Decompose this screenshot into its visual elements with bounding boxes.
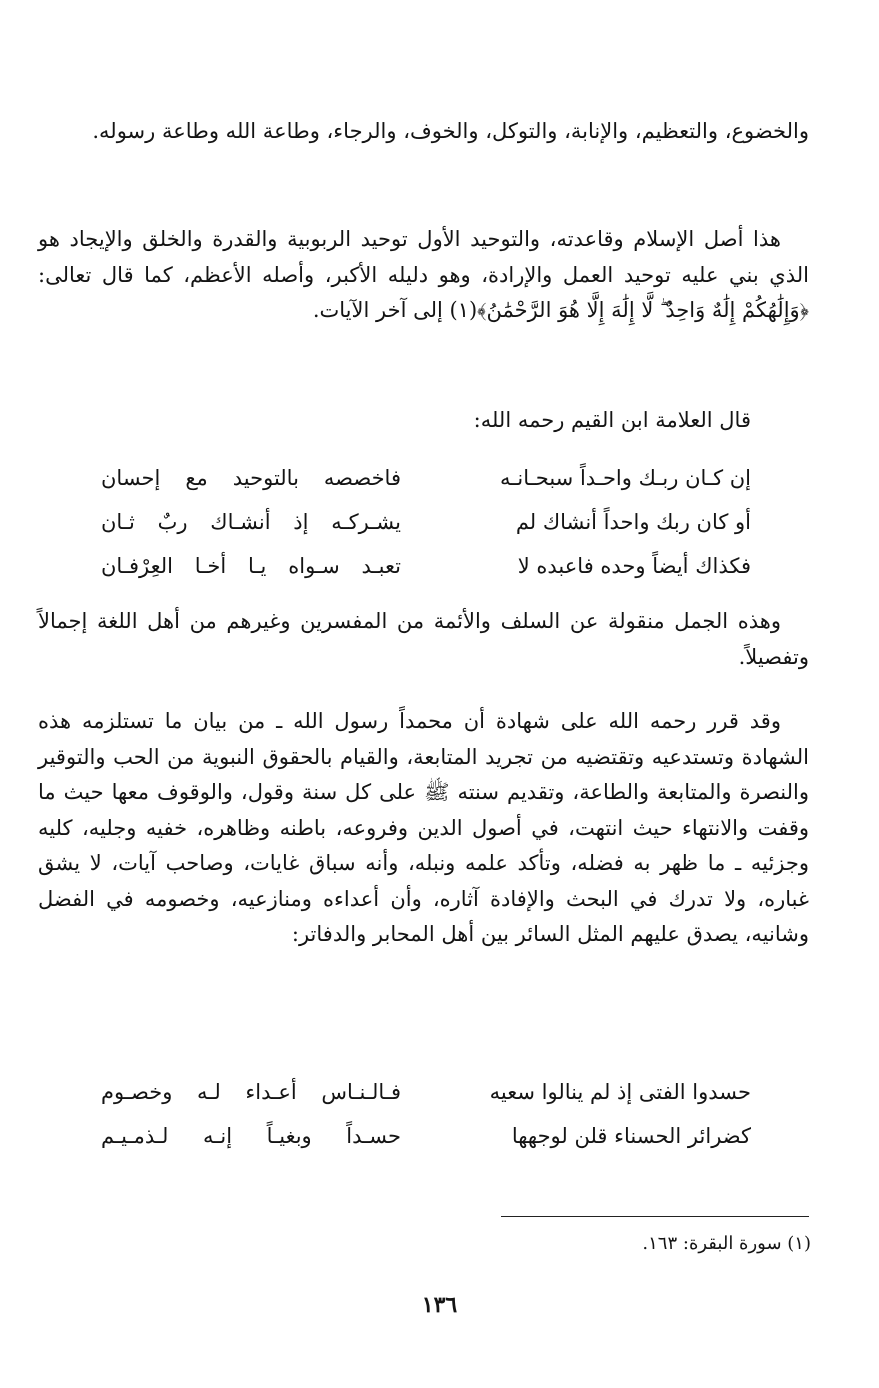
paragraph-1-text: والخضوع، والتعظيم، والإنابة، والتوكل، والخوف، والرجاء، وطاعة الله وطاعة رسوله. <box>92 119 809 143</box>
footnote-divider <box>501 1216 809 1217</box>
poem-1 <box>101 456 751 588</box>
poem-2-verse-1-first: حسدوا الفتى إذ لم ينالوا سعيه <box>489 1080 751 1104</box>
poem-2-verse <box>101 1114 751 1158</box>
poem-2-verse-2-second: حسـداً وبغيـاً إنـه لـذمـيـم <box>101 1124 401 1148</box>
poem-2-verse <box>101 1070 751 1114</box>
page-number: ١٣٦ <box>421 1292 458 1318</box>
poem-1-verse <box>101 500 751 544</box>
paragraph-1 <box>38 114 809 150</box>
poem-1-verse <box>101 456 751 500</box>
poem-1-verse-1-first: إن كـان ربـك واحـداً سبحـانـه <box>499 466 751 490</box>
poem-2-verse-1-second: فـالـنـاس أعـداء لـه وخصـوم <box>101 1080 401 1104</box>
paragraph-3 <box>38 604 809 675</box>
poem-1-verse-3-second: تعبـد سـواه يـا أخـا العِرْفـان <box>101 554 401 578</box>
paragraph-2 <box>38 222 809 329</box>
poem-1-verse <box>101 544 751 588</box>
paragraph-4 <box>38 704 809 953</box>
poem-2-verse-2-first: كضرائر الحسناء قلن لوجهها <box>511 1124 751 1148</box>
poem-1-verse-2-second: يشـركـه إذ أنشـاك ربٌ ثـان <box>101 510 401 534</box>
poem-1-verse-2-first: أو كان ربك واحداً أنشاك لم <box>515 510 751 534</box>
footnote: (١) سورة البقرة: ١٦٣. <box>642 1233 811 1254</box>
poem-intro: قال العلامة ابن القيم رحمه الله: <box>473 408 751 432</box>
poem-2 <box>101 1070 751 1158</box>
poem-1-verse-3-first: فكذاك أيضاً وحده فاعبده لا <box>517 554 751 578</box>
paragraph-3-text: وهذه الجمل منقولة عن السلف والأئمة من المفسرين وغيرهم من أهل اللغة إجمالاً وتفصيلاً. <box>38 609 809 669</box>
paragraph-4-text: وقد قرر رحمه الله على شهادة أن محمداً رسول الله ـ من بيان ما تستلزمه هذه الشهادة وتستدعيه وتقتضيه من تجريد المتابعة، والقيام بالحقوق النبوية من الحب والتوقير والنصرة والمتابعة والطاعة، وتقديم سنته ﷺ على كل سنة وقول، والوقوف معها حيث ما وقفت والانتهاء حيث انتهت، في أصول الدين وفروعه، باطنه وظاهره، خفيه وجليه، كليه وجزئيه ـ ما ظهر به فضله، وتأكد علمه ونبله، وأنه سباق غايات، وصاحب آيات، لا يشق غباره، ولا تدرك في البحث والإفادة آثاره، وأن أعداءه ومنازعيه، وخصومه في الفضل وشانيه، يصدق عليهم المثل السائر بين أهل المحابر والدفاتر: <box>38 709 809 946</box>
paragraph-2-text: هذا أصل الإسلام وقاعدته، والتوحيد الأول توحيد الربوبية والقدرة والخلق والإيجاد هو الذي بني عليه توحيد العمل والإرادة، وهو دليله الأكبر، وأصله الأعظم، كما قال تعالى: ﴿وَإِلَٰهُكُمْ إِلَٰهٌ وَاحِدٌ ۖ لَّا إِلَٰهَ إِلَّا هُوَ الرَّحْمَٰنُ﴾(١) إلى آخر الآيات. <box>38 227 809 322</box>
poem-1-verse-1-second: فاخصصه بالتوحيد مع إحسان <box>101 466 401 490</box>
